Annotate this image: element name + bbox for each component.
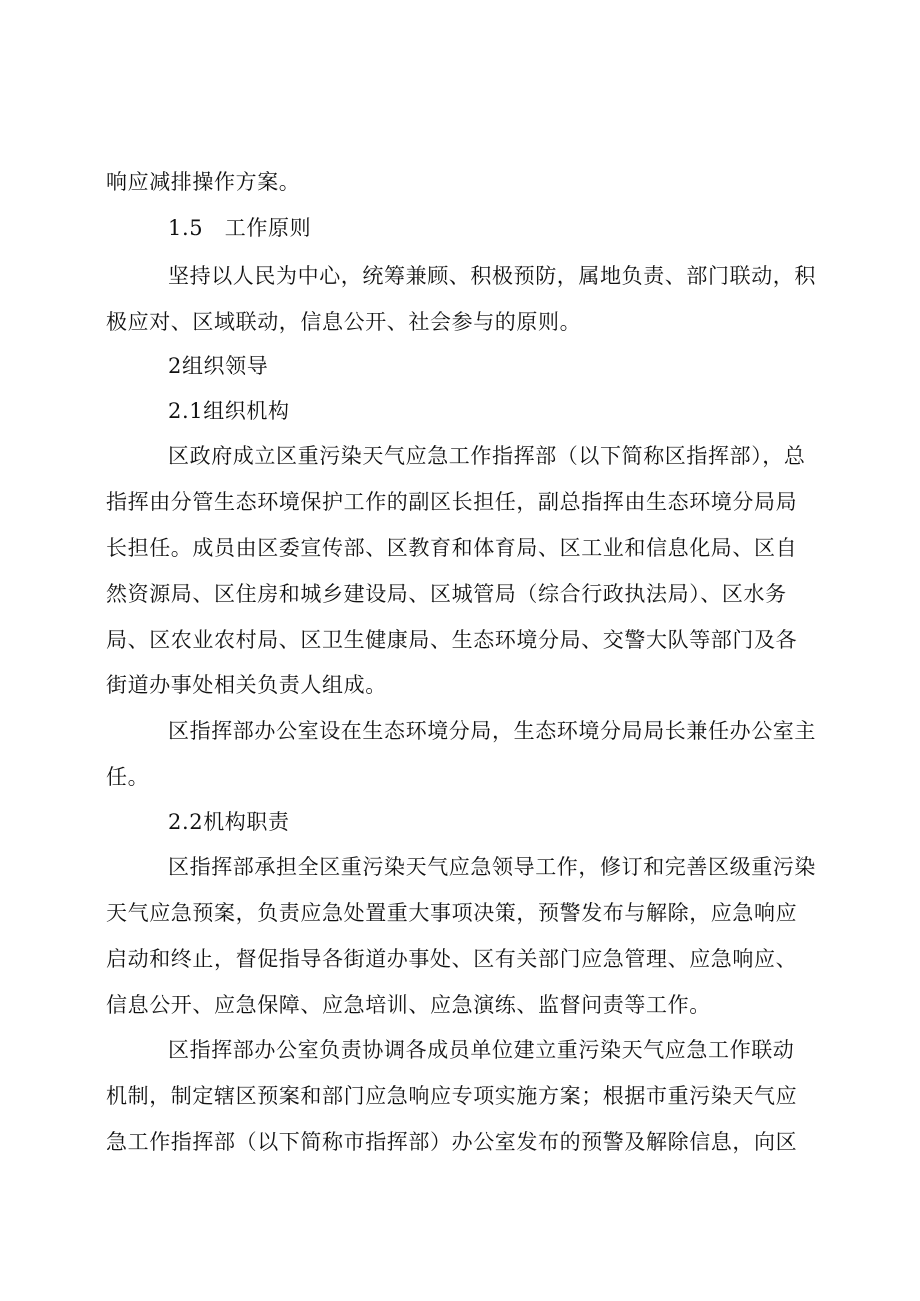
text-line: 响应减排操作方案。	[106, 170, 301, 194]
section-heading: 2.2机构职责	[168, 810, 290, 834]
paragraph-line: 长担任。成员由区委宣传部、区教育和体育局、区工业和信息化局、区自	[106, 536, 798, 560]
section-heading: 1.5 工作原则	[168, 216, 312, 240]
paragraph-line: 启动和终止，督促指导各街道办事处、区有关部门应急管理、应急响应、	[106, 947, 798, 971]
paragraph-line: 指挥由分管生态环境保护工作的副区长担任，副总指挥由生态环境分局局	[106, 490, 798, 514]
section-heading: 2组织领导	[168, 354, 269, 378]
paragraph-line: 任。	[106, 765, 150, 789]
paragraph-line: 局、区农业农村局、区卫生健康局、生态环境分局、交警大队等部门及各	[106, 628, 798, 652]
paragraph-line: 极应对、区域联动，信息公开、社会参与的原则。	[106, 310, 582, 334]
paragraph-line: 然资源局、区住房和城乡建设局、区城管局（综合行政执法局）、区水务	[106, 582, 787, 606]
paragraph-line: 街道办事处相关负责人组成。	[106, 673, 387, 697]
paragraph-line: 天气应急预案，负责应急处置重大事项决策，预警发布与解除，应急响应	[106, 901, 798, 925]
paragraph-line: 信息公开、应急保障、应急培训、应急演练、监督问责等工作。	[106, 993, 711, 1017]
paragraph-line: 机制，制定辖区预案和部门应急响应专项实施方案；根据市重污染天气应	[106, 1084, 798, 1108]
paragraph-line: 坚持以人民为中心，统筹兼顾、积极预防，属地负责、部门联动，积	[168, 264, 816, 288]
paragraph-line: 区指挥部承担全区重污染天气应急领导工作，修订和完善区级重污染	[168, 855, 816, 879]
paragraph-line: 急工作指挥部（以下简称市指挥部）办公室发布的预警及解除信息，向区	[106, 1130, 798, 1154]
paragraph-line: 区政府成立区重污染天气应急工作指挥部（以下简称区指挥部），总	[168, 444, 806, 468]
paragraph-line: 区指挥部办公室设在生态环境分局，生态环境分局局长兼任办公室主	[168, 719, 816, 743]
section-heading: 2.1组织机构	[168, 399, 290, 423]
paragraph-line: 区指挥部办公室负责协调各成员单位建立重污染天气应急工作联动	[168, 1038, 795, 1062]
